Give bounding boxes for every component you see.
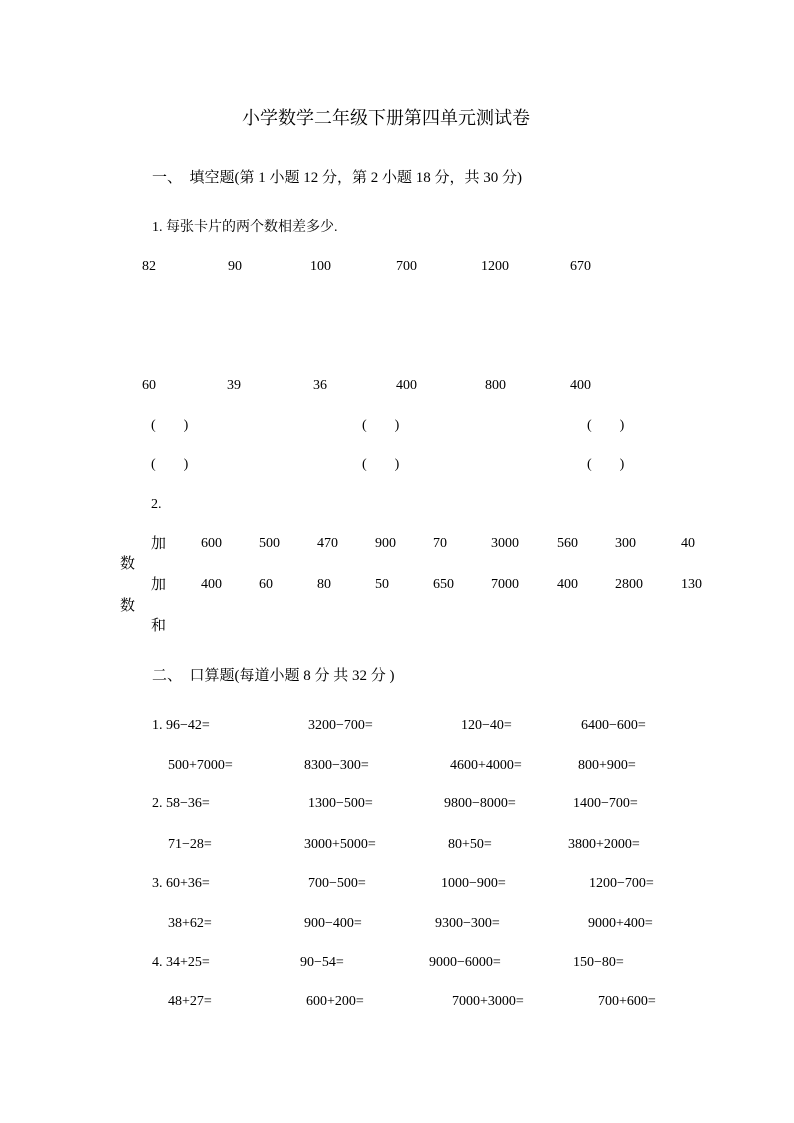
answer-blank: ( ) [587,418,625,433]
arithmetic-item: 80+50= [448,837,492,852]
card-bottom-number: 39 [227,378,241,393]
row-side-label: 数 [120,598,136,614]
card-top-number: 82 [142,259,156,274]
addend-1-value: 600 [201,536,222,551]
arithmetic-item: 9300−300= [435,916,500,931]
card-bottom-number: 60 [142,378,156,393]
arithmetic-item: 9800−8000= [444,796,516,811]
answer-blank: ( ) [151,457,189,472]
arithmetic-item: 8300−300= [304,758,369,773]
addend-1-value: 300 [615,536,636,551]
row-label-addend-1: 加 [151,536,167,552]
arithmetic-item: 4600+4000= [450,758,522,773]
arithmetic-item: 6400−600= [581,718,646,733]
arithmetic-item: 3. 60+36= [152,876,210,891]
arithmetic-item: 3200−700= [308,718,373,733]
addend-2-value: 400 [201,577,222,592]
addend-1-value: 560 [557,536,578,551]
addend-2-value: 650 [433,577,454,592]
card-top-number: 670 [570,259,591,274]
question-1-prompt: 1. 每张卡片的两个数相差多少. [152,220,338,235]
arithmetic-item: 700+600= [598,994,656,1009]
arithmetic-item: 1400−700= [573,796,638,811]
addend-2-value: 7000 [491,577,519,592]
addend-2-value: 2800 [615,577,643,592]
page-title: 小学数学二年级下册第四单元测试卷 [242,108,530,128]
addend-1-value: 900 [375,536,396,551]
answer-blank: ( ) [362,457,400,472]
card-top-number: 1200 [481,259,509,274]
arithmetic-item: 7000+3000= [452,994,524,1009]
addend-1-value: 500 [259,536,280,551]
card-bottom-number: 800 [485,378,506,393]
answer-blank: ( ) [151,418,189,433]
arithmetic-item: 800+900= [578,758,636,773]
arithmetic-item: 700−500= [308,876,366,891]
section-1-heading: 一、 填空题(第 1 小题 12 分，第 2 小题 18 分，共 30 分) [152,170,522,186]
card-top-number: 90 [228,259,242,274]
arithmetic-item: 9000+400= [588,916,653,931]
arithmetic-item: 500+7000= [168,758,233,773]
arithmetic-item: 38+62= [168,916,212,931]
arithmetic-item: 90−54= [300,955,344,970]
row-label-addend-2: 加 [151,577,167,593]
addend-2-value: 60 [259,577,273,592]
addend-2-value: 400 [557,577,578,592]
arithmetic-item: 4. 34+25= [152,955,210,970]
addend-1-value: 3000 [491,536,519,551]
row-side-label: 数 [120,556,136,572]
addend-2-value: 50 [375,577,389,592]
card-bottom-number: 36 [313,378,327,393]
addend-1-value: 70 [433,536,447,551]
arithmetic-item: 1. 96−42= [152,718,210,733]
card-bottom-number: 400 [396,378,417,393]
addend-1-value: 470 [317,536,338,551]
addend-1-value: 40 [681,536,695,551]
arithmetic-item: 150−80= [573,955,624,970]
question-2-number: 2. [151,497,162,512]
arithmetic-item: 71−28= [168,837,212,852]
section-2-heading: 二、 口算题(每道小题 8 分 共 32 分 ) [152,668,395,684]
addend-2-value: 80 [317,577,331,592]
arithmetic-item: 600+200= [306,994,364,1009]
arithmetic-item: 1000−900= [441,876,506,891]
card-top-number: 700 [396,259,417,274]
arithmetic-item: 48+27= [168,994,212,1009]
arithmetic-item: 1300−500= [308,796,373,811]
card-bottom-number: 400 [570,378,591,393]
answer-blank: ( ) [587,457,625,472]
arithmetic-item: 120−40= [461,718,512,733]
answer-blank: ( ) [362,418,400,433]
addend-2-value: 130 [681,577,702,592]
arithmetic-item: 3800+2000= [568,837,640,852]
arithmetic-item: 2. 58−36= [152,796,210,811]
arithmetic-item: 9000−6000= [429,955,501,970]
row-label-sum: 和 [151,618,167,634]
card-top-number: 100 [310,259,331,274]
arithmetic-item: 3000+5000= [304,837,376,852]
arithmetic-item: 900−400= [304,916,362,931]
arithmetic-item: 1200−700= [589,876,654,891]
